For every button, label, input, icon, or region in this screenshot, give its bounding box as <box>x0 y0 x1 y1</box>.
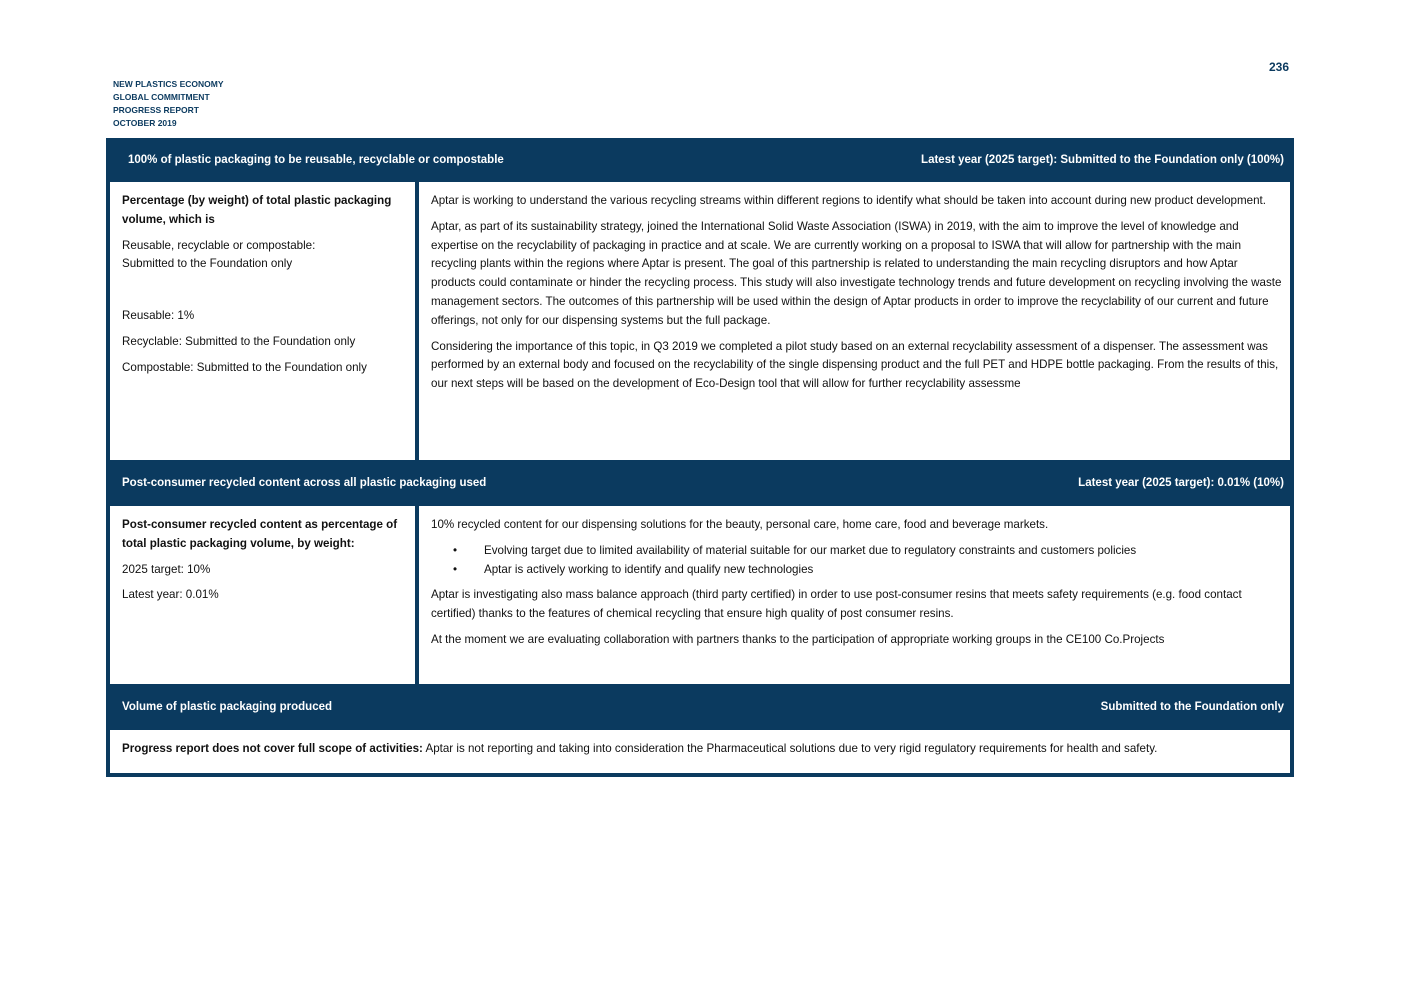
section-row-reusable-recyclable <box>110 182 1290 460</box>
metric-heading: Post-consumer recycled content as percentage of total plastic packaging volume, by weight: <box>122 518 398 550</box>
narrative-paragraph-3: Considering the importance of this topic, in Q3 2019 we completed a pilot study based on an external recyclability assessment of a dispenser. The assessment was performed by an external body and focused on the recyclability of the single dispensing product and the full PET and HDPE bottle packaging. From the results of this, our next steps will be based on the development of Eco-Design tool that will allow for further recyclability assessme <box>431 339 1279 391</box>
section-row-scope-note <box>110 730 1290 773</box>
metric-total <box>122 237 405 275</box>
narrative-cell <box>419 506 1290 684</box>
scope-note-text: Aptar is not reporting and taking into consideration the Pharmaceutical solutions due to very rigid regulatory requirements for health and safety. <box>422 742 1158 755</box>
metric-recyclable: Recyclable: Submitted to the Foundation only <box>122 334 356 348</box>
metric-heading: Percentage (by weight) of total plastic packaging volume, which is <box>122 194 392 226</box>
list-item: • Evolving target due to limited availability of material suitable for our market due to regulatory constraints and customers policies <box>484 542 1282 561</box>
header-line-4: OCTOBER 2019 <box>113 118 177 128</box>
narrative-paragraph-1: Aptar is working to understand the various recycling streams within different regions to identify what should be taken into account during new product development. <box>431 194 1267 207</box>
metric-total-label: Reusable, recyclable or compostable: <box>122 238 316 252</box>
section-band-reusable-recyclable <box>110 138 1290 182</box>
header-line-1: NEW PLASTICS ECONOMY <box>113 79 224 89</box>
section-row-recycled-content <box>110 506 1290 684</box>
narrative-paragraph-1: 10% recycled content for our dispensing solutions for the beauty, personal care, home care, food and beverage markets. <box>431 518 1049 531</box>
metric-target: 2025 target: 10% <box>122 562 211 576</box>
band-status: Latest year (2025 target): 0.01% (10%) <box>1078 477 1284 489</box>
band-status: Latest year (2025 target): Submitted to the Foundation only (100%) <box>921 154 1284 166</box>
metric-compostable: Compostable: Submitted to the Foundation only <box>122 360 367 374</box>
narrative-paragraph-2: Aptar is investigating also mass balance approach (third party certified) in order to use post-consumer resins that meets safety requirements (e.g. food contact certified) thanks to the features of chemical recycling that ensure high quality of post consumer resins. <box>431 588 1242 621</box>
document-header <box>113 78 224 130</box>
narrative-paragraph-2: Aptar, as part of its sustainability strategy, joined the International Solid Waste Association (ISWA) in 2019, with the aim to improve the level of knowledge and expertise on the recyclability of packaging in practice and at scale. We are currently working on a proposal to ISWA that will allow for partnership with the main recycling plants within the regions where Aptar is present. The goal of this partnership is related to understanding the main recycling disruptors and how Aptar products could contaminate or hinder the recycling process. This study will also investigate technology trends and future development on recycling involving the waste management sectors. The outcomes of this partnership will be used within the design of Aptar products in order to improve the recyclability of our current and future offerings, not only for our dispensing systems but the full package. <box>431 219 1282 327</box>
metric-cell <box>110 506 415 684</box>
commitment-table <box>106 138 1294 777</box>
metric-cell <box>110 182 415 460</box>
scope-note-cell <box>110 730 1290 773</box>
header-line-2: GLOBAL COMMITMENT <box>113 92 210 102</box>
band-title: Post-consumer recycled content across all plastic packaging used <box>122 477 487 489</box>
page-number: 236 <box>1268 60 1289 74</box>
list-item: • Aptar is actively working to identify and qualify new technologies <box>484 561 1282 580</box>
narrative-paragraph-3: At the moment we are evaluating collaboration with partners thanks to the participation of appropriate working groups in the CE100 Co.Projects <box>431 632 1165 646</box>
spacer <box>122 281 405 307</box>
metric-reusable: Reusable: 1% <box>122 309 195 323</box>
metric-total-value: Submitted to the Foundation only <box>122 257 293 271</box>
band-title: Volume of plastic packaging produced <box>122 701 333 713</box>
band-title: 100% of plastic packaging to be reusable, recyclable or compostable <box>128 154 504 166</box>
section-band-recycled-content <box>110 460 1290 506</box>
scope-note-label: Progress report does not cover full scope of activities: <box>122 742 423 755</box>
section-band-volume <box>110 684 1290 730</box>
metric-latest: Latest year: 0.01% <box>122 588 219 602</box>
band-status: Submitted to the Foundation only <box>1100 701 1284 713</box>
bullet-list <box>431 542 1282 580</box>
narrative-cell <box>419 182 1290 460</box>
header-line-3: PROGRESS REPORT <box>113 105 199 115</box>
